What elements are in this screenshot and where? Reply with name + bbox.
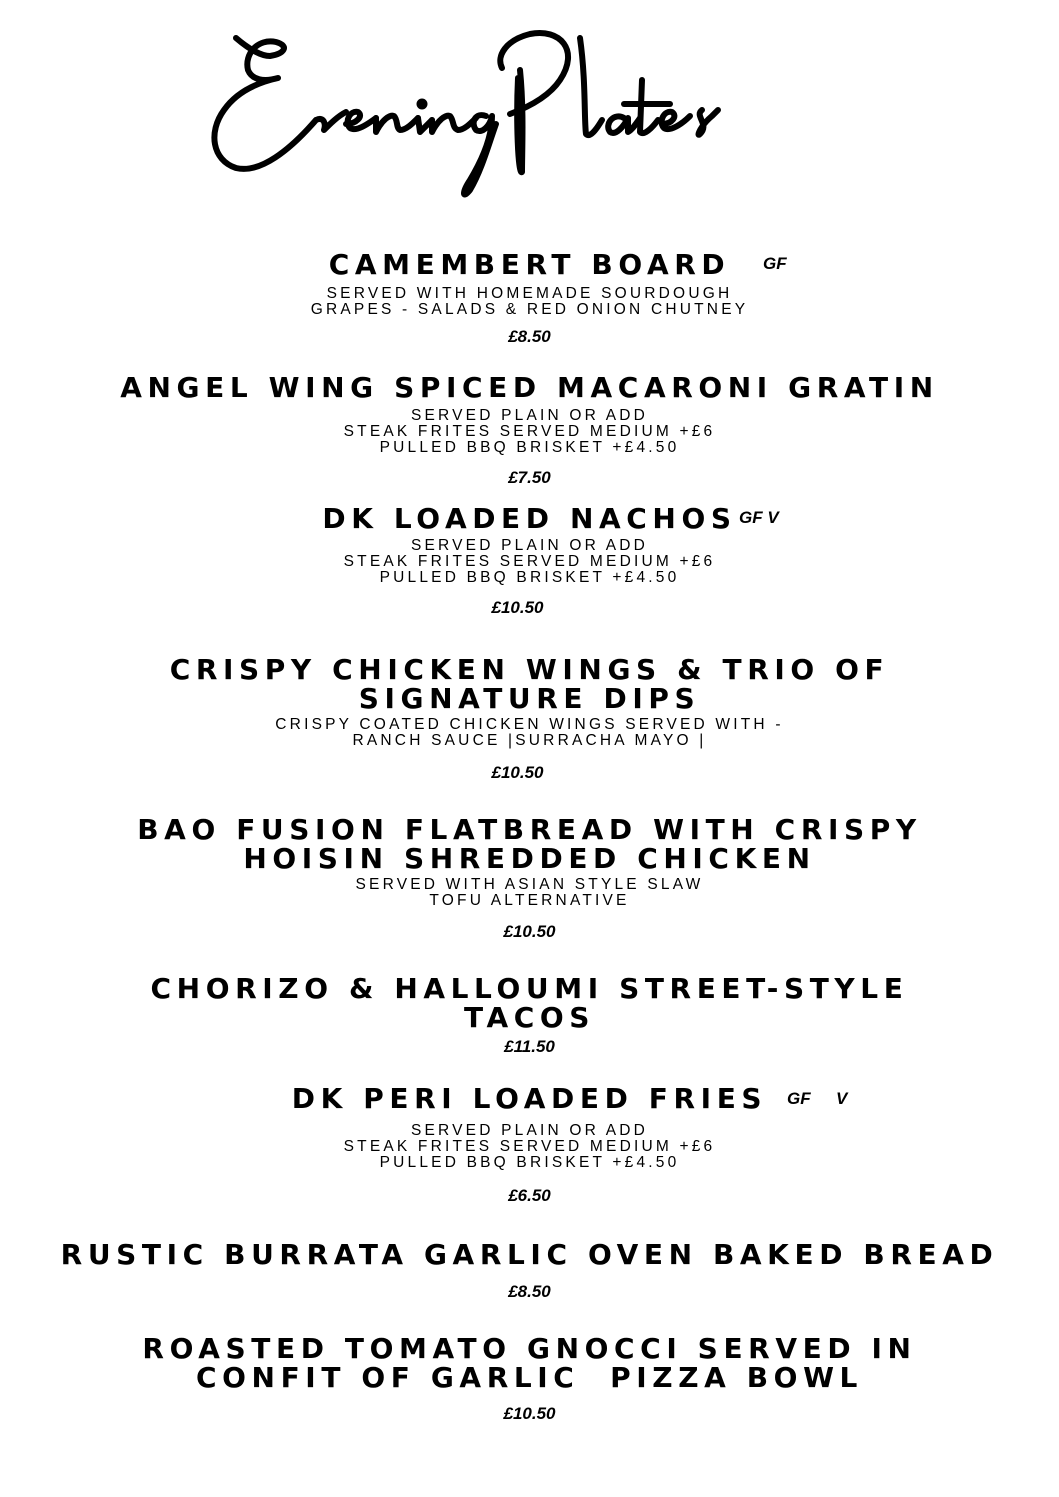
menu-item-price: £8.50: [508, 1282, 551, 1301]
dish-name-line: CRISPY CHICKEN WINGS & TRIO OF: [169, 653, 890, 686]
menu-item-description: [0, 286, 1059, 318]
menu-item-name: [0, 1084, 1059, 1113]
menu-item-name: [0, 504, 1059, 533]
description-line: STEAK FRITES SERVED MEDIUM +£6: [343, 553, 716, 570]
menu-item-description: [0, 717, 1059, 749]
dish-name-line: SIGNATURE DIPS: [358, 682, 701, 715]
description-line: SERVED PLAIN OR ADD: [410, 1122, 649, 1139]
description-line: GRAPES - SALADS & RED ONION CHUTNEY: [310, 301, 749, 318]
dish-name-line: HOISIN SHREDDED CHICKEN: [243, 842, 816, 875]
dish-name-line: BAO FUSION FLATBREAD WITH CRISPY: [137, 813, 922, 846]
menu-title: [200, 20, 850, 210]
menu-item-price: £11.50: [504, 1037, 555, 1056]
description-line: SERVED PLAIN OR ADD: [410, 537, 649, 554]
menu-item-name: [0, 1240, 1059, 1269]
dish-name-line: CHORIZO & HALLOUMI STREET-STYLE: [150, 972, 909, 1005]
menu-item-price: £8.50: [508, 327, 551, 346]
menu-item-price: £10.50: [503, 1404, 556, 1423]
dish-name-line: ROASTED TOMATO GNOCCI SERVED IN: [142, 1332, 917, 1365]
menu-item-name: [0, 1334, 1059, 1392]
menu-item-description: [0, 877, 1059, 909]
description-line: PULLED BBQ BRISKET +£4.50: [379, 1154, 680, 1171]
dish-name-line: TACOS: [463, 1001, 596, 1034]
menu-item-price: £6.50: [508, 1186, 551, 1205]
script-title-lettering: [200, 20, 850, 210]
description-line: STEAK FRITES SERVED MEDIUM +£6: [343, 423, 716, 440]
dish-name-line: CONFIT OF GARLIC PIZZA BOWL: [195, 1361, 863, 1394]
dietary-tag-gf: GF: [787, 1089, 811, 1108]
dietary-tag-gf: GF: [763, 254, 787, 273]
description-line: SERVED PLAIN OR ADD: [410, 407, 649, 424]
menu-item-price: £10.50: [491, 763, 544, 782]
description-line: PULLED BBQ BRISKET +£4.50: [379, 569, 680, 586]
dish-name-line: CAMEMBERT BOARD: [328, 248, 731, 281]
menu-item-name: [0, 250, 1059, 279]
dish-name-line: DK PERI LOADED FRIES: [291, 1082, 768, 1115]
description-line: CRISPY COATED CHICKEN WINGS SERVED WITH -: [275, 716, 784, 733]
description-line: PULLED BBQ BRISKET +£4.50: [379, 439, 680, 456]
menu-item-price: £10.50: [491, 598, 544, 617]
description-line: SERVED WITH HOMEMADE SOURDOUGH: [326, 285, 733, 302]
description-line: TOFU ALTERNATIVE: [429, 892, 630, 909]
description-line: STEAK FRITES SERVED MEDIUM +£6: [343, 1138, 716, 1155]
dish-name-line: DK LOADED NACHOS: [322, 502, 737, 535]
dish-name-line: ANGEL WING SPICED MACARONI GRATIN: [120, 371, 939, 404]
menu-item-price: £10.50: [503, 922, 556, 941]
menu-item-description: [0, 1123, 1059, 1171]
menu-item-name: [0, 815, 1059, 873]
description-line: SERVED WITH ASIAN STYLE SLAW: [355, 876, 704, 893]
menu-item-description: [0, 538, 1059, 586]
menu-item-description: [0, 408, 1059, 456]
description-line: RANCH SAUCE |SURRACHA MAYO |: [352, 732, 707, 749]
dietary-tag-gf-v: GF V: [739, 508, 779, 527]
dietary-tag-v: V: [836, 1089, 848, 1108]
menu-item-name: [0, 373, 1059, 402]
dish-name-line: RUSTIC BURRATA GARLIC OVEN BAKED BREAD: [60, 1238, 999, 1271]
menu-item-price: £7.50: [508, 468, 551, 487]
menu-item-name: [0, 974, 1059, 1032]
menu-item-name: [0, 655, 1059, 713]
